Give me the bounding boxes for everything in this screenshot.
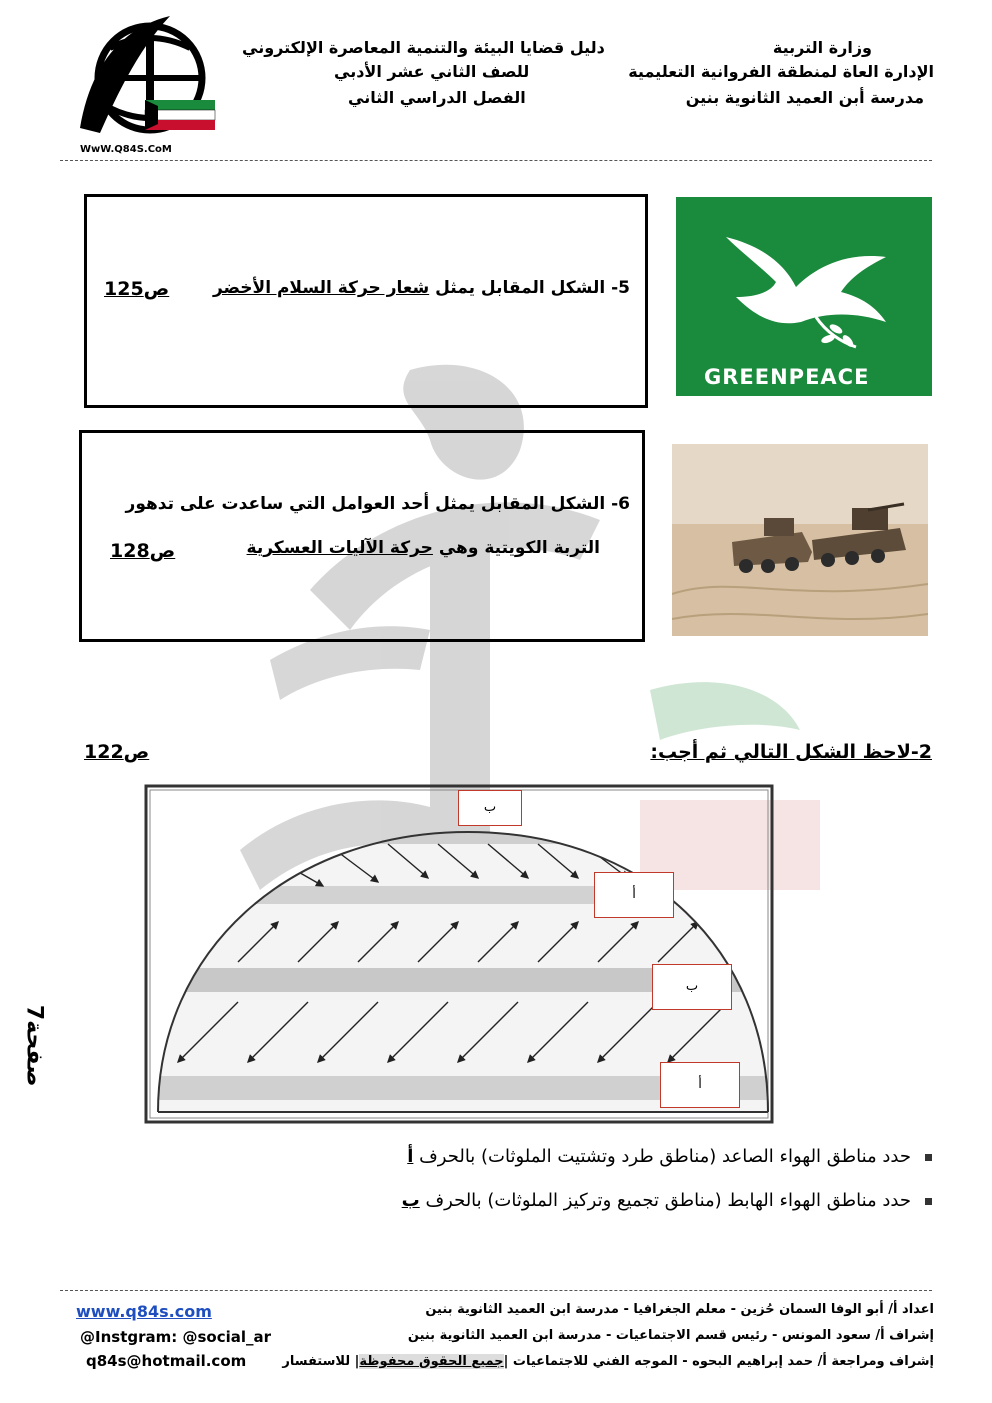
question-6-line2 (247, 538, 600, 558)
military-vehicles-image (672, 444, 928, 636)
site-logo (40, 8, 230, 148)
bullet-letter: ب (401, 1190, 420, 1211)
bullet-text: حدد مناطق الهواء الهابط (مناطق تجميع وتركيز الملوثات) بالحرف (419, 1190, 911, 1211)
question-6-box (79, 430, 645, 642)
question-6-line1: 6- الشكل المقابل يمثل أحد العوامل التي ساعدت على تدهور (125, 494, 630, 514)
armored-vehicle-icon (672, 444, 928, 636)
question-2-page-ref: ص122 (84, 741, 150, 763)
bullet-marker (925, 1154, 932, 1161)
bullet-text: حدد مناطق الهواء الصاعد (مناطق طرد وتشتيت الملوثات) بالحرف (413, 1146, 911, 1167)
instagram-handle: @Instgram: @social_ar (80, 1328, 272, 1346)
website-link[interactable]: www.q84s.com (76, 1302, 212, 1321)
footer-reviewer: إشراف ومراجعة أ/ حمد إبراهيم البحوه - الموجه الفني للاجتماعيات | (503, 1354, 934, 1369)
diagram-label-top: ب (458, 790, 522, 826)
bullet-ascending-air (407, 1146, 932, 1167)
diagram-label-upper-right: أ (594, 872, 674, 918)
header-divider (60, 160, 932, 161)
side-page-number (14, 1000, 54, 1087)
diagram-label-bottom-right: أ (660, 1062, 740, 1108)
greenpeace-logo-image (676, 197, 932, 396)
question-5-text (213, 278, 630, 298)
footer-inquiry: | للاستفسار (282, 1354, 360, 1369)
question-5-page-ref: ص125 (104, 278, 170, 300)
bullet-letter: أ (407, 1146, 414, 1167)
greenpeace-label: GREENPEACE (704, 365, 870, 389)
side-page-label: صفحة7 (21, 1004, 47, 1087)
footer-reviewed-by (282, 1354, 934, 1369)
semester-label: الفصل الدراسي الثاني (348, 88, 526, 107)
ministry-name: وزارة التربية (772, 38, 872, 57)
email-address: q84s@hotmail.com (86, 1352, 247, 1370)
question-6-prefix: التربة الكويتية وهي (432, 538, 600, 558)
footer-prepared-by: اعداد أ/ أبو الوفا السمان حُزين - معلم الجغرافيا - مدرسة ابن العميد الثانوية بنين (425, 1302, 934, 1317)
footer-supervised-by: إشراف أ/ سعود المونس - رئيس قسم الاجتماعيات - مدرسة ابن العميد الثانوية بنين (407, 1328, 934, 1343)
header (0, 0, 992, 170)
grade-label: للصف الثاني عشر الأدبي (334, 62, 530, 81)
bullet-marker (925, 1198, 932, 1205)
diagram-label-middle-right: ب (652, 964, 732, 1010)
footer-divider (60, 1290, 932, 1291)
guide-title: دليل قضايا البيئة والتنمية المعاصرة الإلكتروني (242, 38, 605, 57)
question-6-answer: حركة الآليات العسكرية (246, 538, 433, 558)
directorate-name: الإدارة العاة لمنطقة الفروانية التعليمية (628, 62, 934, 81)
question-5-prefix: 5- الشكل المقابل يمثل (429, 278, 630, 298)
question-5-answer: شعار حركة السلام الأخضر (212, 278, 430, 298)
footer-rights: جميع الحقوق محفوظة (359, 1354, 504, 1369)
logo-url: WwW.Q84S.CoM (80, 144, 172, 155)
school-name: مدرسة أبن العميد الثانوية بنين (685, 88, 924, 107)
question-2-title: 2-لاحظ الشكل التالي ثم أجب: (650, 741, 932, 763)
bullet-descending-air (402, 1190, 932, 1211)
question-5-box (84, 194, 648, 408)
question-6-page-ref: ص128 (110, 540, 176, 562)
